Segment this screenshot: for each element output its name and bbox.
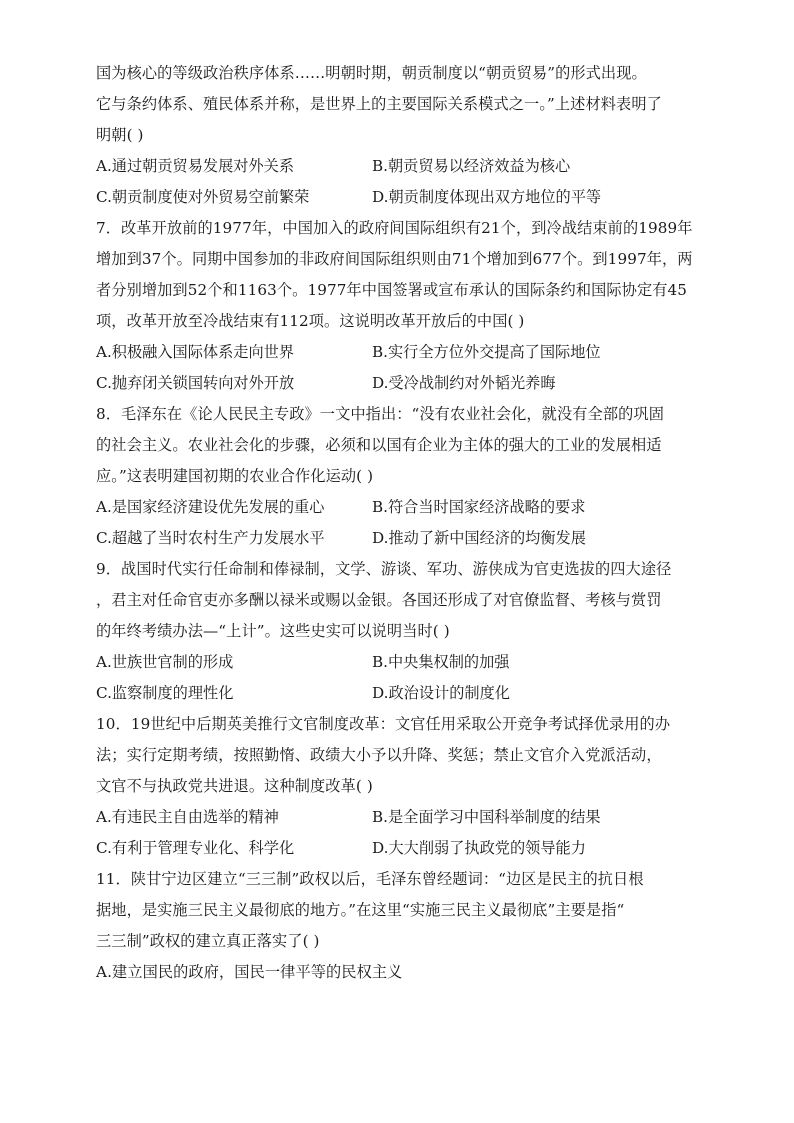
options-row bbox=[96, 833, 700, 864]
question-text-line: 国为核心的等级政治秩序体系……明朝时期，朝贡制度以“朝贡贸易”的形式出现。 bbox=[96, 64, 647, 82]
option-d[interactable]: D.朝贡制度体现出双方地位的平等 bbox=[372, 188, 602, 206]
options-row bbox=[96, 523, 700, 554]
option-a[interactable]: A.有违民主自由选举的精神 bbox=[96, 808, 279, 826]
question-text-line: 9．战国时代实行任命制和俸禄制，文学、游谈、军功、游侠成为官吏选拔的四大途径 bbox=[96, 560, 672, 578]
question-text-line: 据地，是实施三民主义最彻底的地方。”在这里“实施三民主义最彻底”主要是指“ bbox=[96, 901, 625, 919]
options-row bbox=[96, 182, 700, 213]
option-d[interactable]: D.受冷战制约对外韬光养晦 bbox=[372, 374, 556, 392]
option-c[interactable]: C.超越了当时农村生产力发展水平 bbox=[96, 529, 325, 547]
option-a[interactable]: A.建立国民的政府，国民一律平等的民权主义 bbox=[96, 963, 403, 981]
question-text-line: ，君主对任命官吏亦多酬以禄米或赐以金银。各国还形成了对官僚监督、考核与赏罚 bbox=[96, 591, 662, 609]
question-text-line: 法；实行定期考绩，按照勤惰、政绩大小予以升降、奖惩；禁止文官介入党派活动， bbox=[96, 746, 662, 764]
options-row bbox=[96, 151, 700, 182]
options-row bbox=[96, 678, 700, 709]
question-text-line: 7．改革开放前的1977年，中国加入的政府间国际组织有21个，到冷战结束前的1989年 bbox=[96, 219, 693, 237]
question-text-line: 它与条约体系、殖民体系并称，是世界上的主要国际关系模式之一。”上述材料表明了 bbox=[96, 95, 662, 113]
question-text-line: 8．毛泽东在《论人民民主专政》一文中指出：“没有农业社会化，就没有全部的巩固 bbox=[96, 405, 664, 423]
question-text-line: 增加到37个。同期中国参加的非政府间国际组织则由71个增加到677个。到1997年，两 bbox=[96, 250, 693, 268]
option-c[interactable]: C.有利于管理专业化、科学化 bbox=[96, 839, 295, 857]
options-row bbox=[96, 647, 700, 678]
option-b[interactable]: B.中央集权制的加强 bbox=[372, 653, 510, 671]
question-8 bbox=[96, 399, 700, 554]
question-10 bbox=[96, 709, 700, 864]
question-text-line: 项，改革开放至冷战结束有112项。这说明改革开放后的中国( ) bbox=[96, 312, 525, 330]
question-6 bbox=[96, 58, 700, 213]
option-c[interactable]: C.抛弃闭关锁国转向对外开放 bbox=[96, 374, 295, 392]
options-row bbox=[96, 492, 700, 523]
option-a[interactable]: A.是国家经济建设优先发展的重心 bbox=[96, 498, 325, 516]
question-text-line: 10．19世纪中后期英美推行文官制度改革：文官任用采取公开竞争考试择优录用的办 bbox=[96, 715, 671, 733]
question-text-line: 11．陕甘宁边区建立“三三制”政权以后，毛泽东曾经题词：“边区是民主的抗日根 bbox=[96, 870, 644, 888]
question-text-line: 的年终考绩办法—“上计”。这些史实可以说明当时( ) bbox=[96, 622, 450, 640]
option-d[interactable]: D.政治设计的制度化 bbox=[372, 684, 510, 702]
option-a[interactable]: A.通过朝贡贸易发展对外关系 bbox=[96, 157, 295, 175]
question-text-line: 明朝( ) bbox=[96, 126, 144, 144]
options-row bbox=[96, 368, 700, 399]
options-row bbox=[96, 337, 700, 368]
question-11 bbox=[96, 864, 700, 988]
option-c[interactable]: C.朝贡制度使对外贸易空前繁荣 bbox=[96, 188, 310, 206]
question-7 bbox=[96, 213, 700, 399]
question-text-line: 文官不与执政党共进退。这种制度改革( ) bbox=[96, 777, 373, 795]
option-a[interactable]: A.世族世官制的形成 bbox=[96, 653, 234, 671]
option-c[interactable]: C.监察制度的理性化 bbox=[96, 684, 234, 702]
option-b[interactable]: B.朝贡贸易以经济效益为核心 bbox=[372, 157, 571, 175]
option-b[interactable]: B.实行全方位外交提高了国际地位 bbox=[372, 343, 601, 361]
option-b[interactable]: B.符合当时国家经济战略的要求 bbox=[372, 498, 586, 516]
option-b[interactable]: B.是全面学习中国科举制度的结果 bbox=[372, 808, 601, 826]
option-d[interactable]: D.大大削弱了执政党的领导能力 bbox=[372, 839, 586, 857]
question-text-line: 三三制”政权的建立真正落实了( ) bbox=[96, 932, 320, 950]
question-text-line: 应。”这表明建国初期的农业合作化运动( ) bbox=[96, 467, 374, 485]
options-row bbox=[96, 802, 700, 833]
question-9 bbox=[96, 554, 700, 709]
exam-page bbox=[96, 58, 700, 988]
option-d[interactable]: D.推动了新中国经济的均衡发展 bbox=[372, 529, 586, 547]
question-text-line: 者分别增加到52个和1163个。1977年中国签署或宣布承认的国际条约和国际协定有45 bbox=[96, 281, 688, 299]
question-text-line: 的社会主义。农业社会化的步骤，必须和以国有企业为主体的强大的工业的发展相适 bbox=[96, 436, 662, 454]
option-a[interactable]: A.积极融入国际体系走向世界 bbox=[96, 343, 295, 361]
